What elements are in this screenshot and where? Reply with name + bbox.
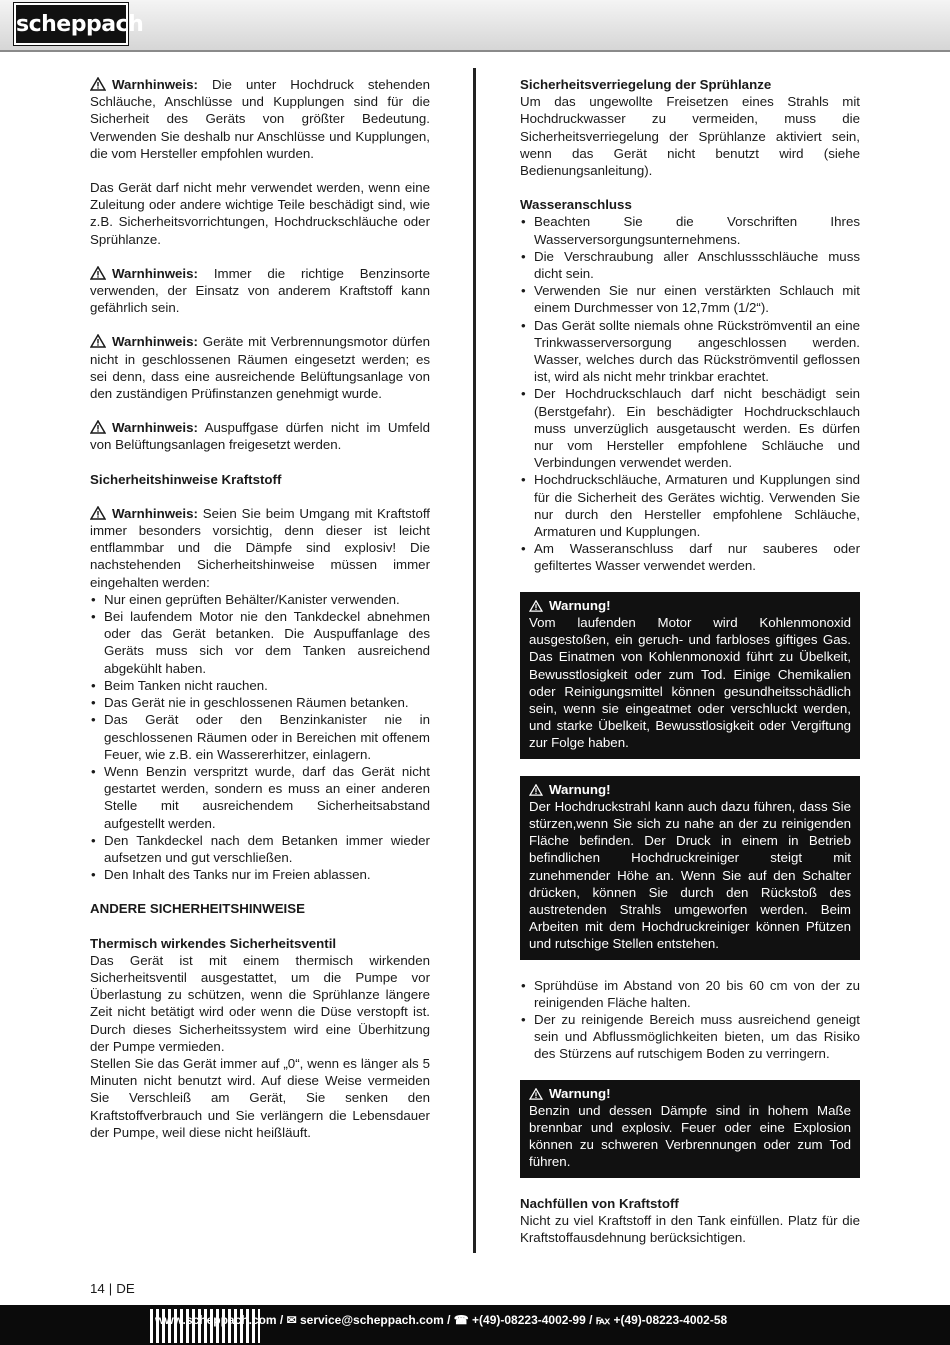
body-paragraph: Stellen Sie das Gerät immer auf „0“, wenn es länger als 5 Minuten nicht benutzt wird. Auf diese Weise vermeiden Sie Verschleiß am Gerät, Sie senken den Kraftstoffverbrauch und Sie verlängern die Lebensdauer der Pumpe, weil diese nicht heißläuft. bbox=[90, 1055, 430, 1140]
warning-box-title bbox=[529, 781, 851, 798]
column-divider bbox=[473, 68, 476, 1253]
list-item: • Beim Tanken nicht rauchen. bbox=[90, 677, 430, 694]
page-number bbox=[90, 1281, 135, 1296]
list-item: • Das Gerät oder den Benzinkanister nie in geschlossenen Räumen oder in Bereichen mit offenem Feuer, wie z.B. ein Wassererhitzer, einlagern. bbox=[90, 711, 430, 763]
body-paragraph: Um das ungewollte Freisetzen eines Strahls mit Hochdruckwasser zu vermeiden, muss die Sicherheitsverriegelung der Sprühlanze aktiviert sein, wenn das Gerät nicht benutzt wird (siehe Bedienungsanleitung). bbox=[520, 94, 860, 179]
list-item: • Wenn Benzin verspritzt wurde, darf das Gerät nicht gestartet werden, sondern es muss an einer anderen Stelle mit ausreichendem Sicherheitsabstand aufgestellt werden. bbox=[90, 763, 430, 832]
list-item: • Das Gerät sollte niemals ohne Rückströmventil an eine Trinkwasserversorgung angeschlossen werden. Wasser, welches durch das Rückströmventil geflossen ist, wird als nicht mehr trinkbar erachtet. bbox=[520, 317, 860, 386]
list-item: • Hochdruckschläuche, Armaturen und Kupplungen sind für die Sicherheit des Gerätes wichtig. Verwenden Sie nur durch den Hersteller empfohlene Schläuche, Armaturen und Kupplungen. bbox=[520, 471, 860, 540]
body-paragraph: Das Gerät ist mit einem thermisch wirkenden Sicherheitsventil ausgestattet, um die Pumpe vor Überlastung zu schützen, wenn die Sprühlanze längere Zeit nicht betätigt wird oder wenn die Düse verstopft ist. Durch dieses Sicherheitssystem wird eine Überhitzung der Pumpe vermieden. bbox=[90, 952, 430, 1054]
section-heading-lock: Sicherheitsverriegelung der Sprühlanze bbox=[520, 77, 772, 92]
warning-triangle-icon bbox=[529, 600, 543, 612]
warning-label: Warnhinweis: bbox=[112, 420, 198, 436]
list-item: • Die Verschraubung aller Anschlussschläuche muss dicht sein. bbox=[520, 248, 860, 282]
warning-box bbox=[520, 592, 860, 759]
warning-paragraph bbox=[90, 76, 430, 162]
body-paragraph: Nicht zu viel Kraftstoff in den Tank einfüllen. Platz für die Kraftstoffausdehnung berücksichtigen. bbox=[520, 1212, 860, 1245]
right-column bbox=[520, 76, 860, 1263]
page-language: DE bbox=[116, 1281, 135, 1296]
warning-label: Warnhinweis: bbox=[112, 505, 198, 521]
list-item: • Bei laufendem Motor nie den Tankdeckel abnehmen oder das Gerät betanken. Die Auspuffanlage des Geräts muss sich vor dem Tanken ausreichend abgekühlt haben. bbox=[90, 608, 430, 677]
warning-text: Immer die richtige Benzinsorte verwenden, der Einsatz von anderem Kraftstoff kann gefährlich sein. bbox=[90, 265, 430, 316]
list-item: • Das Gerät nie in geschlossenen Räumen betanken. bbox=[90, 694, 430, 711]
water-connection-list bbox=[520, 213, 860, 574]
list-item: • Sprühdüse im Abstand von 20 bis 60 cm von der zu reinigenden Fläche halten. bbox=[520, 977, 860, 1011]
warning-label: Warnhinweis: bbox=[112, 77, 198, 92]
warning-text: Seien Sie beim Umgang mit Kraftstoff immer besonders vorsichtig, denn dieser ist leicht entflammbar und die Dämpfe sind explosiv! Die nachstehenden Sicherheitshinweise müssen immer eingehalten werden: bbox=[90, 505, 430, 590]
warning-box-title bbox=[529, 597, 851, 614]
warning-paragraph bbox=[90, 333, 430, 402]
warning-triangle-icon bbox=[90, 334, 106, 348]
left-column bbox=[90, 76, 430, 1158]
list-item: • Beachten Sie die Vorschriften Ihres Wasserversorgungsunternehmens. bbox=[520, 213, 860, 247]
warning-text: Auspuffgase dürfen nicht im Umfeld von Belüftungsanlagen freigesetzt werden. bbox=[90, 420, 430, 453]
warning-box bbox=[520, 1080, 860, 1178]
warning-triangle-icon bbox=[90, 420, 106, 434]
warning-paragraph bbox=[90, 419, 430, 453]
warning-triangle-icon bbox=[90, 77, 106, 91]
scheppach-logo: scheppach bbox=[14, 3, 128, 45]
warning-triangle-icon bbox=[90, 506, 106, 520]
page-footer bbox=[0, 1305, 950, 1345]
warning-triangle-icon bbox=[90, 266, 106, 280]
warning-text: Geräte mit Verbrennungsmotor dürfen nicht in geschlossenen Räumen eingesetzt werden; es sei denn, dass eine ausreichende Belüftungsanlage von den zuständigen Prüfinstanzen genehmigt wurde. bbox=[90, 334, 430, 402]
spray-safety-list bbox=[520, 977, 860, 1063]
page-header bbox=[0, 0, 950, 52]
warning-box-title-text: Warnung! bbox=[549, 781, 611, 797]
list-item: • Nur einen geprüften Behälter/Kanister verwenden. bbox=[90, 591, 430, 608]
warning-label: Warnhinweis: bbox=[112, 334, 198, 350]
warning-paragraph bbox=[90, 265, 430, 317]
warning-box-title bbox=[529, 1085, 851, 1102]
warning-text: Die unter Hochdruck stehenden Schläuche, Anschlüsse und Kupplungen sind für die Sicherheit des Geräts von größter Bedeutung. Verwenden Sie deshalb nur Anschlüsse und Kupplungen, die vom Hersteller empfohlen wurden. bbox=[90, 77, 430, 161]
warning-box-title-text: Warnung! bbox=[549, 597, 611, 613]
warning-box-text: Benzin und dessen Dämpfe sind in hohem Maße brennbar und explosiv. Feuer oder eine Explosion können zu schweren Verbrennungen oder zum Tod führen. bbox=[529, 1102, 851, 1170]
warning-triangle-icon bbox=[529, 784, 543, 796]
list-item: • Am Wasseranschluss darf nur sauberes oder gefiltertes Wasser verwendet werden. bbox=[520, 540, 860, 574]
section-heading-valve: Thermisch wirkendes Sicherheitsventil bbox=[90, 935, 337, 951]
section-heading-fuel: Sicherheitshinweise Kraftstoff bbox=[90, 471, 282, 487]
warning-paragraph bbox=[90, 505, 430, 591]
section-heading-refill: Nachfüllen von Kraftstoff bbox=[520, 1195, 679, 1211]
warning-box bbox=[520, 776, 860, 960]
list-item: • Den Inhalt des Tanks nur im Freien ablassen. bbox=[90, 866, 430, 883]
list-item: • Der Hochdruckschlauch darf nicht beschädigt sein (Berstgefahr). Ein beschädigter Hochdruckschlauch muss unverzüglich ausgetauscht werden. Es dürfen nur vom Hersteller empfohlene Schläuche und Verbindungen verwendet werden. bbox=[520, 385, 860, 471]
list-item: • Verwenden Sie nur einen verstärkten Schlauch mit einem Durchmesser von 12,7mm (1/2“). bbox=[520, 282, 860, 316]
list-item: • Den Tankdeckel nach dem Betanken immer wieder aufsetzen und gut verschließen. bbox=[90, 832, 430, 866]
section-heading-water: Wasseranschluss bbox=[520, 197, 632, 213]
fuel-safety-list bbox=[90, 591, 430, 883]
body-paragraph: Das Gerät darf nicht mehr verwendet werden, wenn eine Zuleitung oder andere wichtige Teile beschädigt sind, wie z.B. Sicherheitsvorrichtungen, Hochdruckschläuche oder Sprühlanze. bbox=[90, 180, 430, 247]
warning-box-text: Vom laufenden Motor wird Kohlenmonoxid ausgestoßen, ein geruch- und farbloses giftiges Gas. Das Einatmen von Kohlenmonoxid führt zu Übelkeit, Bewusstlosigkeit oder zum Tod. Einige Chemikalien oder Reinigungsmittel können gesundheitsschädlich sein, wenn sie eingeatmet oder verschluckt werden, und starke Übelkeit, Bewusstlosigkeit oder Vergiftung zur Folge haben. bbox=[529, 614, 851, 751]
warning-box-title-text: Warnung! bbox=[549, 1085, 611, 1101]
warning-box-text: Der Hochdruckstrahl kann auch dazu führen, dass Sie stürzen,wenn Sie sich zu nahe an der zu reinigenden Fläche befinden. Der Druck in einem in Betrieb befindlichen Hochdruckreiniger steigt mit zunehmender Höhe an. Wenn Sie auf den Schalter drücken, können Sie durch den Rückstoß des austretenden Strahls umgeworfen werden. Beim Arbeiten mit dem Hochdruckreiniger können Pfützen und rutschige Stellen entstehen. bbox=[529, 798, 851, 952]
list-item: • Der zu reinigende Bereich muss ausreichend geneigt sein und Abflussmöglichkeiten bieten, um das Risiko des Stürzens auf rutschigem Boden zu verringern. bbox=[520, 1011, 860, 1063]
section-heading-other: ANDERE SICHERHEITSHINWEISE bbox=[90, 901, 305, 917]
page-number-value: 14 bbox=[90, 1281, 105, 1296]
page-number-separator: | bbox=[108, 1281, 113, 1296]
warning-label: Warnhinweis: bbox=[112, 265, 198, 281]
footer-contact: www.scheppach.com / ✉ service@scheppach.com / ☎ +(49)-08223-4002-99 / ℻ +(49)-08223-4002-58 bbox=[155, 1313, 728, 1327]
warning-triangle-icon bbox=[529, 1088, 543, 1100]
